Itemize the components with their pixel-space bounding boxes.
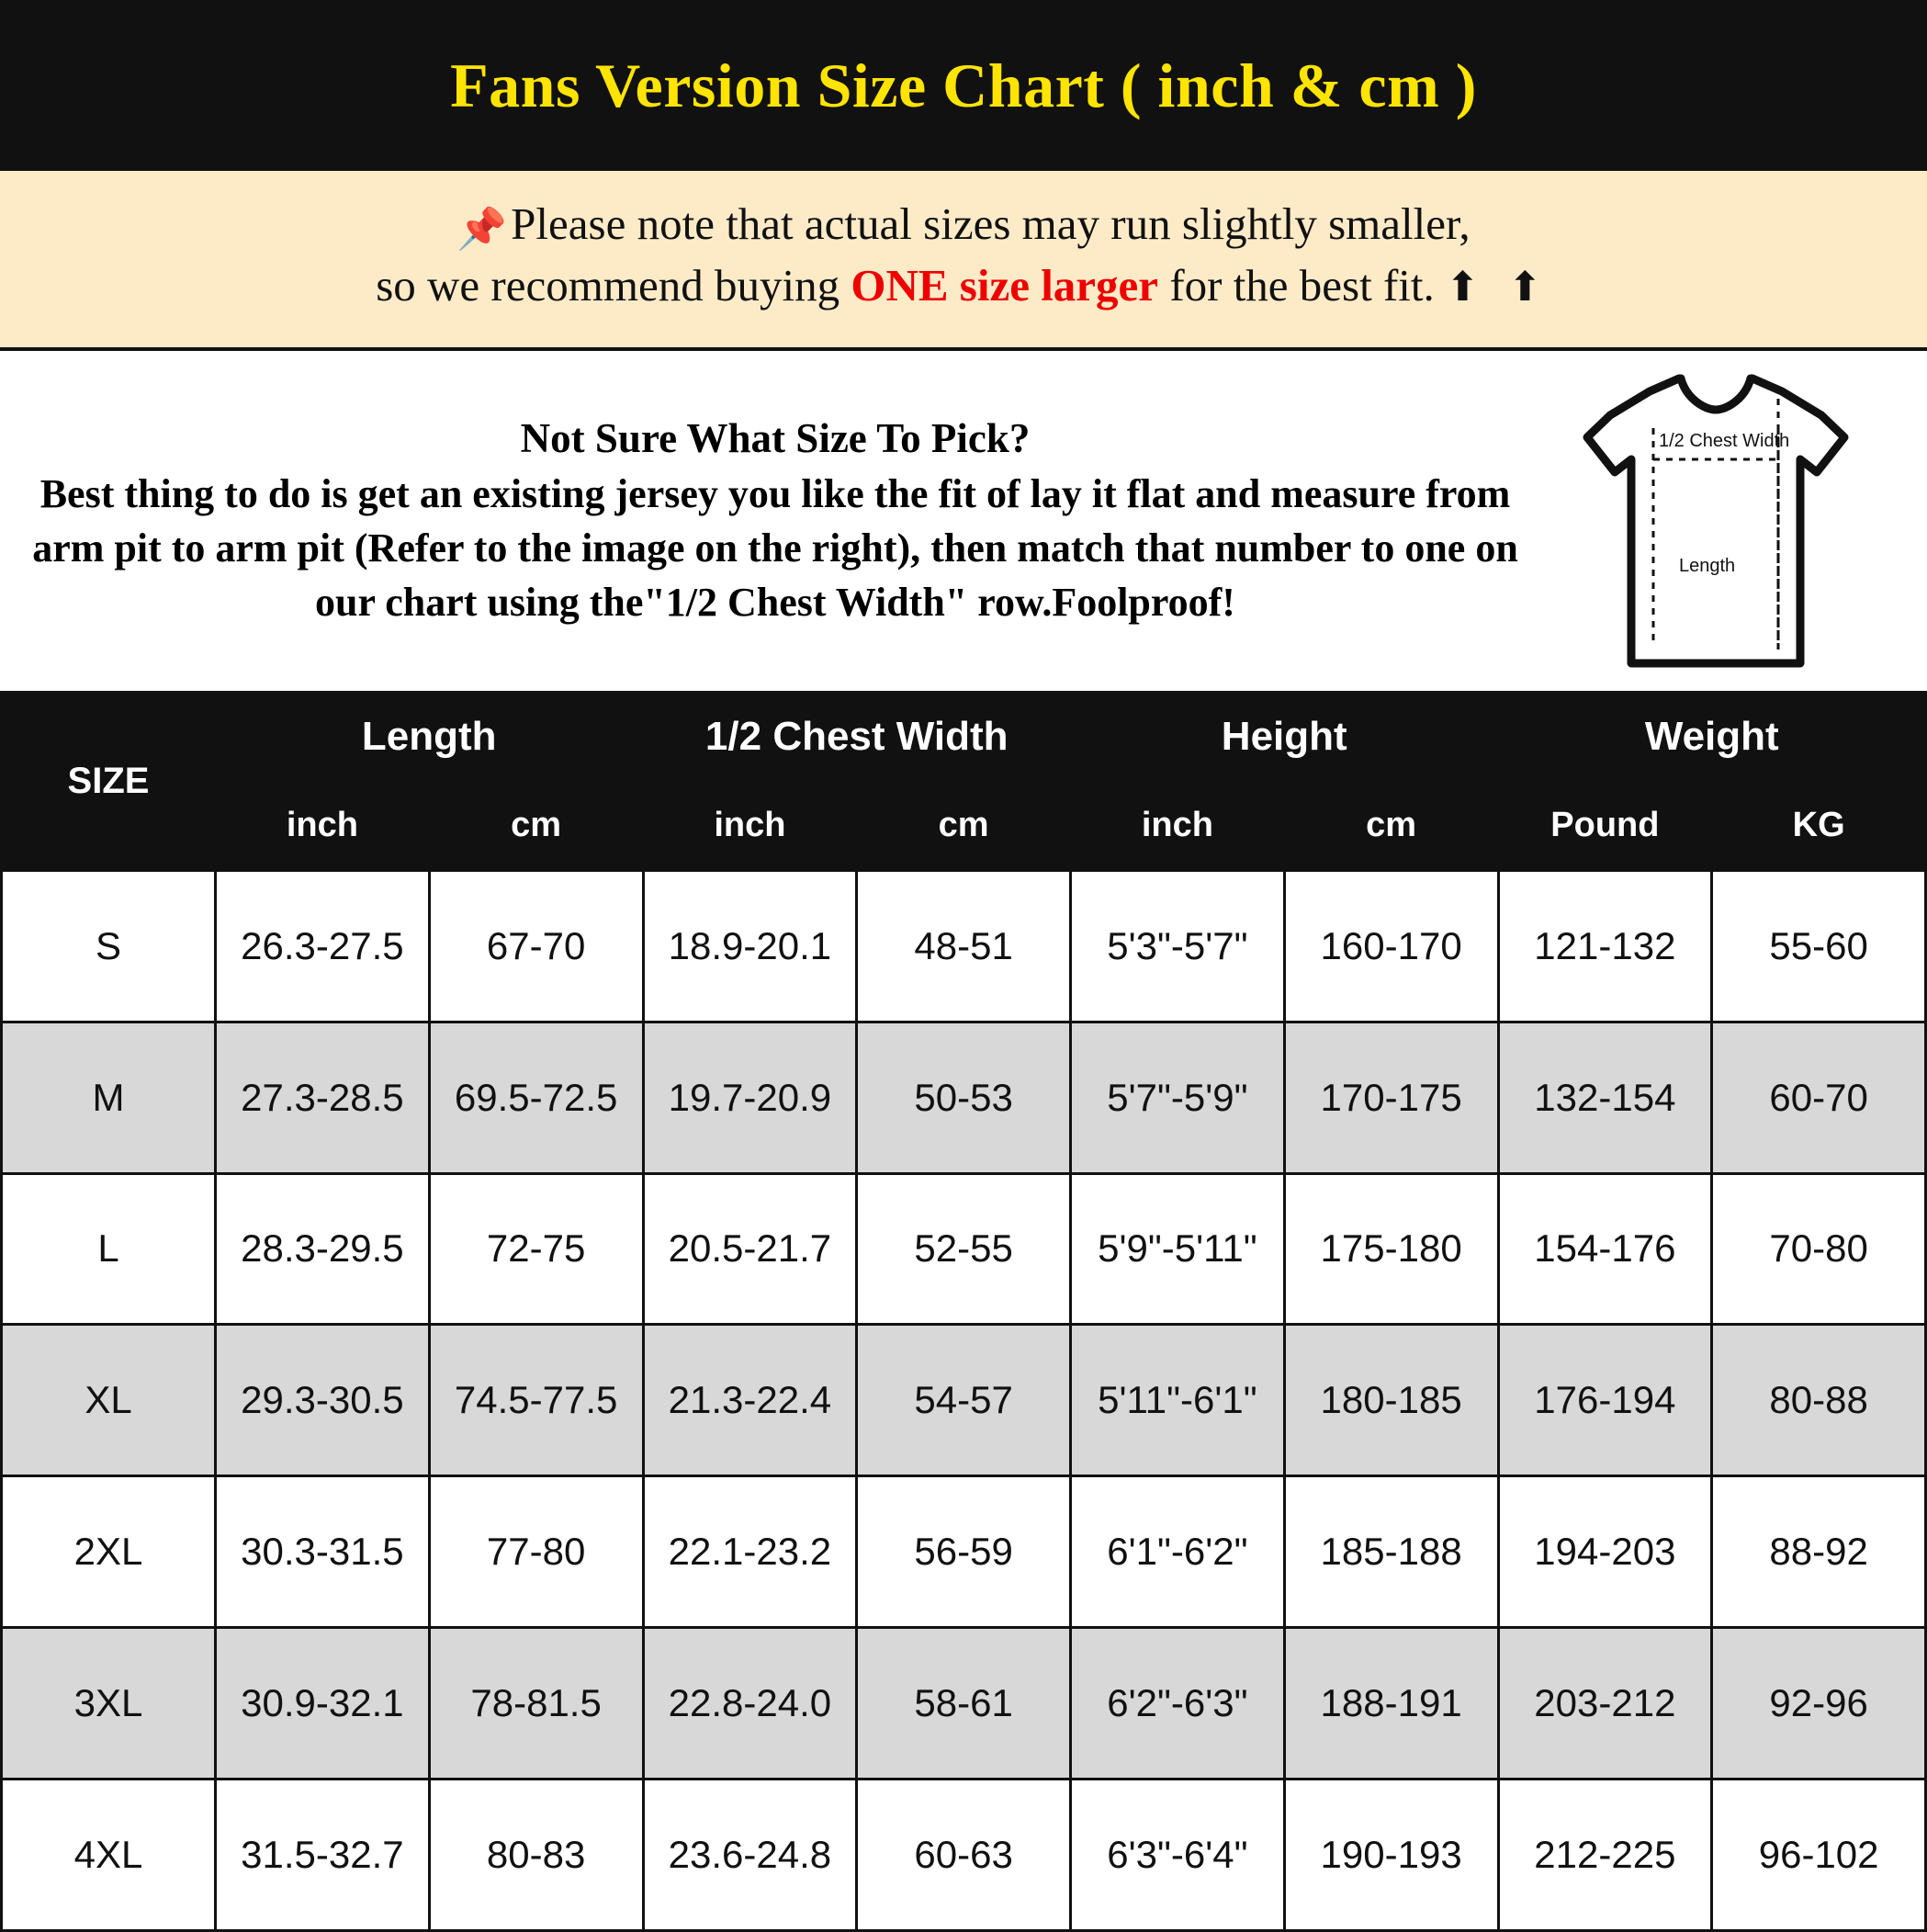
cell-weight-pound: 121-132 <box>1498 870 1712 1022</box>
cell-height-inch: 5'11"-6'1" <box>1071 1325 1285 1476</box>
header-unit-length-cm: cm <box>429 781 643 870</box>
up-arrows-icon: ⬆ ⬆ <box>1446 265 1551 311</box>
page-title: Fans Version Size Chart ( inch & cm ) <box>450 50 1477 120</box>
advice-section <box>0 351 1927 691</box>
table-row <box>2 1022 1926 1173</box>
cell-height-inch: 6'1"-6'2" <box>1071 1476 1285 1628</box>
cell-chest-cm: 48-51 <box>857 870 1071 1022</box>
cell-length-cm: 80-83 <box>429 1779 643 1931</box>
header-group-height: Height <box>1071 692 1499 781</box>
cell-height-inch: 5'9"-5'11" <box>1071 1173 1285 1325</box>
cell-weight-kg: 80-88 <box>1712 1325 1926 1476</box>
cell-height-cm: 188-191 <box>1284 1628 1498 1779</box>
cell-height-inch: 5'3"-5'7" <box>1071 870 1285 1022</box>
table-row <box>2 1325 1926 1476</box>
advice-text-block <box>18 414 1523 630</box>
cell-length-cm: 77-80 <box>429 1476 643 1628</box>
cell-chest-cm: 58-61 <box>857 1628 1071 1779</box>
cell-length-inch: 30.3-31.5 <box>216 1476 430 1628</box>
note-highlight: ONE size larger <box>851 260 1159 311</box>
note-line-1 <box>37 195 1890 256</box>
advice-heading: Not Sure What Size To Pick? <box>520 415 1031 462</box>
cell-weight-pound: 194-203 <box>1498 1476 1712 1628</box>
cell-weight-pound: 203-212 <box>1498 1628 1712 1779</box>
header-unit-chest-inch: inch <box>643 781 857 870</box>
size-table <box>0 691 1927 1932</box>
cell-length-cm: 72-75 <box>429 1173 643 1325</box>
cell-weight-kg: 70-80 <box>1712 1173 1926 1325</box>
header-group-chest: 1/2 Chest Width <box>643 692 1071 781</box>
row-size: 4XL <box>2 1779 216 1931</box>
cell-weight-kg: 88-92 <box>1712 1476 1926 1628</box>
row-size: M <box>2 1022 216 1173</box>
title-bar <box>0 0 1927 171</box>
cell-chest-cm: 50-53 <box>857 1022 1071 1173</box>
cell-length-inch: 30.9-32.1 <box>216 1628 430 1779</box>
cell-chest-cm: 52-55 <box>857 1173 1071 1325</box>
cell-chest-cm: 54-57 <box>857 1325 1071 1476</box>
chest-width-label: 1/2 Chest Width <box>1659 430 1790 451</box>
cell-length-inch: 28.3-29.5 <box>216 1173 430 1325</box>
cell-weight-kg: 96-102 <box>1712 1779 1926 1931</box>
tshirt-measurement-diagram <box>1541 371 1890 674</box>
cell-chest-inch: 23.6-24.8 <box>643 1779 857 1931</box>
header-unit-chest-cm: cm <box>857 781 1071 870</box>
size-table-head <box>2 692 1926 870</box>
cell-length-cm: 67-70 <box>429 870 643 1022</box>
header-unit-height-cm: cm <box>1284 781 1498 870</box>
length-label: Length <box>1679 555 1736 576</box>
header-unit-weight-kg: KG <box>1712 781 1926 870</box>
table-row <box>2 1476 1926 1628</box>
table-row <box>2 870 1926 1022</box>
cell-height-cm: 175-180 <box>1284 1173 1498 1325</box>
cell-height-cm: 190-193 <box>1284 1779 1498 1931</box>
cell-length-cm: 74.5-77.5 <box>429 1325 643 1476</box>
tshirt-diagram-wrap <box>1523 371 1909 674</box>
cell-length-inch: 29.3-30.5 <box>216 1325 430 1476</box>
cell-weight-kg: 92-96 <box>1712 1628 1926 1779</box>
cell-length-inch: 31.5-32.7 <box>216 1779 430 1931</box>
note-band <box>0 171 1927 351</box>
cell-height-cm: 170-175 <box>1284 1022 1498 1173</box>
cell-chest-cm: 60-63 <box>857 1779 1071 1931</box>
table-row <box>2 1628 1926 1779</box>
cell-chest-inch: 18.9-20.1 <box>643 870 857 1022</box>
row-size: S <box>2 870 216 1022</box>
cell-chest-inch: 20.5-21.7 <box>643 1173 857 1325</box>
cell-weight-kg: 60-70 <box>1712 1022 1926 1173</box>
cell-height-cm: 160-170 <box>1284 870 1498 1022</box>
cell-weight-pound: 212-225 <box>1498 1779 1712 1931</box>
cell-height-inch: 6'2"-6'3" <box>1071 1628 1285 1779</box>
cell-length-inch: 27.3-28.5 <box>216 1022 430 1173</box>
size-table-body <box>2 870 1926 1930</box>
row-size: XL <box>2 1325 216 1476</box>
table-row <box>2 1779 1926 1931</box>
cell-chest-cm: 56-59 <box>857 1476 1071 1628</box>
cell-height-cm: 180-185 <box>1284 1325 1498 1476</box>
cell-weight-pound: 176-194 <box>1498 1325 1712 1476</box>
cell-length-inch: 26.3-27.5 <box>216 870 430 1022</box>
note-line-2-prefix: so we recommend buying <box>376 260 851 311</box>
note-line-2 <box>37 256 1890 316</box>
cell-weight-pound: 154-176 <box>1498 1173 1712 1325</box>
header-unit-length-inch: inch <box>216 781 430 870</box>
note-line-1-text: Please note that actual sizes may run slightly smaller, <box>511 198 1471 249</box>
cell-chest-inch: 22.8-24.0 <box>643 1628 857 1779</box>
note-line-2-suffix: for the best fit. <box>1158 260 1435 311</box>
row-size: L <box>2 1173 216 1325</box>
header-size: SIZE <box>2 692 216 870</box>
pushpin-icon: 📌 <box>456 207 508 252</box>
cell-height-cm: 185-188 <box>1284 1476 1498 1628</box>
header-unit-height-inch: inch <box>1071 781 1285 870</box>
cell-chest-inch: 21.3-22.4 <box>643 1325 857 1476</box>
table-row <box>2 1173 1926 1325</box>
header-group-weight: Weight <box>1498 692 1926 781</box>
header-group-length: Length <box>216 692 644 781</box>
cell-height-inch: 5'7"-5'9" <box>1071 1022 1285 1173</box>
cell-chest-inch: 19.7-20.9 <box>643 1022 857 1173</box>
header-row-units <box>2 781 1926 870</box>
header-unit-weight-pound: Pound <box>1498 781 1712 870</box>
cell-chest-inch: 22.1-23.2 <box>643 1476 857 1628</box>
header-row-groups <box>2 692 1926 781</box>
cell-length-cm: 78-81.5 <box>429 1628 643 1779</box>
advice-body: Best thing to do is get an existing jersey you like the fit of lay it flat and measure from arm pit to arm pit (Refer to the image on the right), then match that number to one on our chart using the"1/2 Chest Width" row.Foolproof! <box>32 471 1518 626</box>
cell-length-cm: 69.5-72.5 <box>429 1022 643 1173</box>
row-size: 2XL <box>2 1476 216 1628</box>
cell-weight-kg: 55-60 <box>1712 870 1926 1022</box>
row-size: 3XL <box>2 1628 216 1779</box>
cell-height-inch: 6'3"-6'4" <box>1071 1779 1285 1931</box>
cell-weight-pound: 132-154 <box>1498 1022 1712 1173</box>
